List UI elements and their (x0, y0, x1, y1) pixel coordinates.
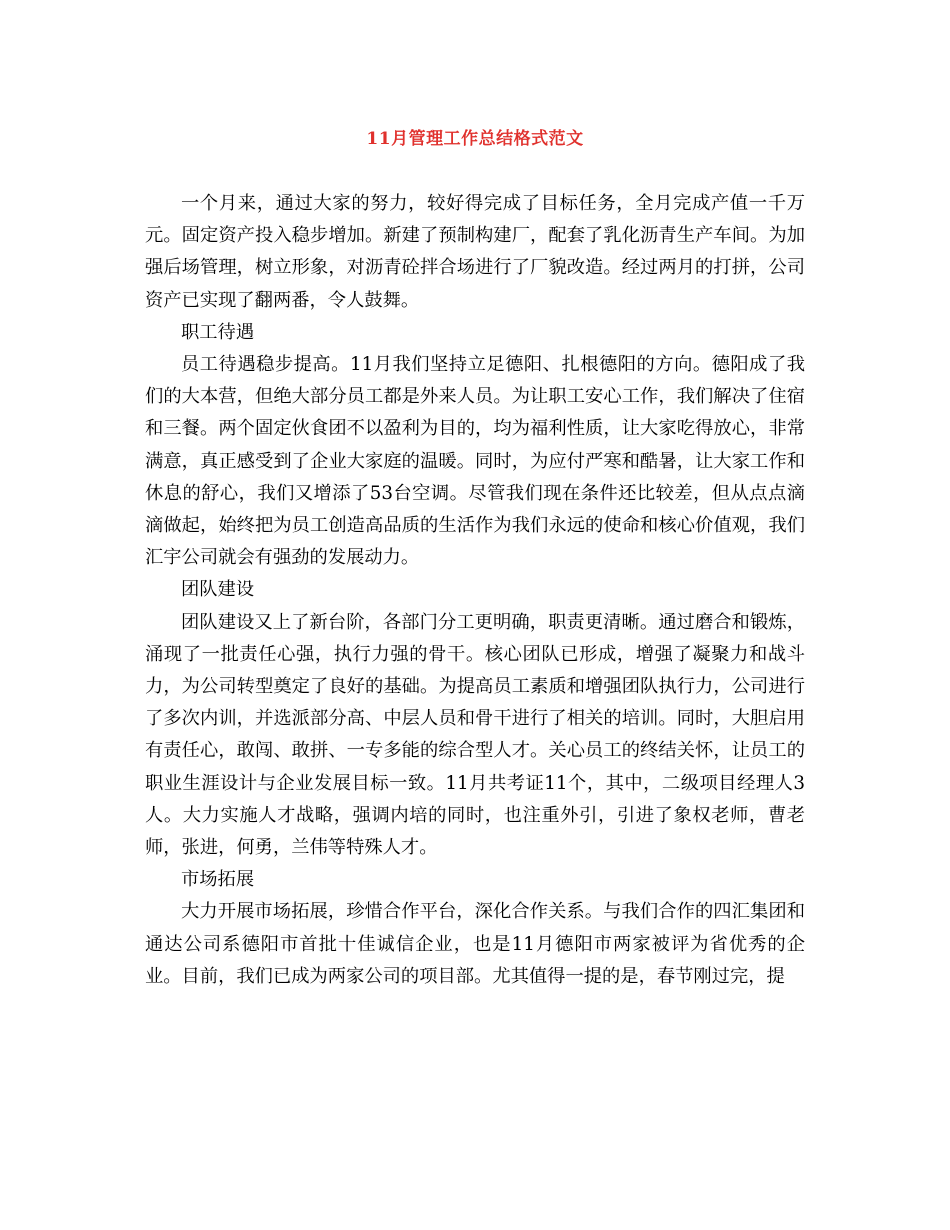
section-heading-team-building: 团队建设 (181, 579, 255, 601)
document-title: 11月管理工作总结格式范文 (366, 129, 584, 149)
section-heading-market-expansion: 市场拓展 (181, 869, 255, 891)
paragraph-staff-benefits: 员工待遇稳步提高。11月我们坚持立足德阳、扎根德阳的方向。德阳成了我们的大本营，但绝大部分员工都是外来人员。为让职工安心工作，我们解决了住宿和三餐。两个固定伙食团不以盈利为目的，均为福利性质，让大家吃得放心，非常满意，真正感受到了企业大家庭的温暖。同时，为应付严寒和酷暑，让大家工作和休息的舒心，我们又增添了53台空调。尽管我们现在条件还比较差，但从点点滴滴做起，始终把为员工创造高品质的生活作为我们永远的使命和核心价值观，我们汇宇公司就会有强劲的发展动力。 (145, 354, 805, 569)
paragraph-market-expansion: 大力开展市场拓展，珍惜合作平台，深化合作关系。与我们合作的四汇集团和通达公司系德阳市首批十佳诚信企业，也是11月德阳市两家被评为省优秀的企业。目前，我们已成为两家公司的项目部。尤其值得一提的是，春节刚过完，提 (145, 901, 805, 987)
paragraph-team-building: 团队建设又上了新台阶，各部门分工更明确，职责更清晰。通过磨合和锻炼，涌现了一批责任心强，执行力强的骨干。核心团队已形成，增强了凝聚力和战斗力，为公司转型奠定了良好的基础。为提高员工素质和增强团队执行力，公司进行了多次内训，并选派部分高、中层人员和骨干进行了相关的培训。同时，大胆启用有责任心，敢闯、敢拼、一专多能的综合型人才。关心员工的终结关怀，让员工的职业生涯设计与企业发展目标一致。11月共考证11个，其中，二级项目经理人3人。大力实施人才战略，强调内培的同时，也注重外引，引进了象权老师，曹老师，张进，何勇，兰伟等特殊人才。 (145, 611, 805, 859)
paragraph-intro: 一个月来，通过大家的努力，较好得完成了目标任务，全月完成产值一千万元。固定资产投入稳步增加。新建了预制构建厂，配套了乳化沥青生产车间。为加强后场管理，树立形象，对沥青砼拌合场进行了厂貌改造。经过两月的打拼，公司资产已实现了翻两番，令人鼓舞。 (145, 193, 805, 311)
document-body (145, 188, 805, 993)
section-heading-staff-benefits: 职工待遇 (181, 321, 255, 343)
